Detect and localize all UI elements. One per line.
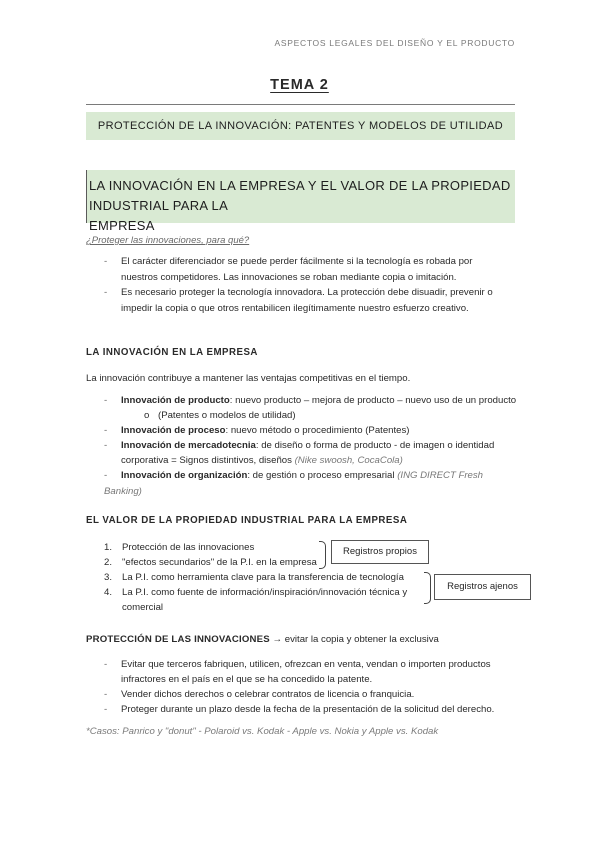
running-header: ASPECTOS LEGALES DEL DISEÑO Y EL PRODUCTO: [274, 38, 515, 48]
list-item-continuation: infractores en el país en el que se ha concedido la patente.: [121, 674, 373, 685]
brace-ajenos: [424, 572, 431, 604]
title-divider: [86, 104, 515, 105]
section-intro-text: La innovación contribuye a mantener las ventajas competitivas en el tiempo.: [86, 373, 411, 384]
banner-sub-line2: EMPRESA: [89, 218, 155, 233]
intro-bullet-line: El carácter diferenciador se puede perder fácilmente si la tecnología es robada por: [121, 256, 473, 267]
item-text: : nuevo método o procedimiento (Patentes): [225, 425, 410, 436]
banner-sub-line1: LA INNOVACIÓN EN LA EMPRESA Y EL VALOR DE LA PROPIEDAD INDUSTRIAL PARA LA: [89, 178, 511, 213]
box-registros-propios: Registros propios: [331, 540, 429, 564]
section-banner-main: [86, 112, 515, 140]
numbered-item: 2. "efectos secundarios" de la P.I. en la empresa: [104, 557, 317, 568]
numbered-item-continuation: comercial: [122, 602, 164, 613]
list-item: - Innovación de proceso: nuevo método o procedimiento (Patentes): [104, 425, 410, 436]
sub-bullet-marker: o: [144, 410, 150, 421]
intro-bullet-line: Es necesario proteger la tecnología innovadora. La protección debe disuadir, prevenir o: [121, 287, 493, 298]
numbered-item: 4. La P.I. como fuente de información/inspiración/innovación técnica y: [104, 587, 408, 598]
numbered-item: 3. La P.I. como herramienta clave para la transferencia de tecnología: [104, 572, 404, 583]
list-item-sub: [104, 408, 519, 423]
protection-list: [104, 657, 519, 717]
banner-main-text: PROTECCIÓN DE LA INNOVACIÓN: PATENTES Y MODELOS DE UTILIDAD: [97, 120, 504, 132]
brace-propios: [319, 541, 326, 569]
item-label: Innovación de producto: [121, 395, 230, 406]
question-heading: ¿Proteger las innovaciones, para qué?: [86, 235, 250, 246]
section-heading-value: EL VALOR DE LA PROPIEDAD INDUSTRIAL PARA LA EMPRESA: [86, 515, 408, 526]
page-title: TEMA 2: [270, 77, 329, 93]
section-banner-sub: [86, 170, 515, 233]
innovation-list: [104, 393, 519, 497]
intro-bullet-line: nuestros competidores. Las innovaciones se roban mediante copia o imitación.: [121, 271, 457, 283]
intro-bullet: - El carácter diferenciador se puede perder fácilmente si la tecnología es robada por nuestros competidores. Las innovaciones se roban mediante copia o imitación.: [104, 254, 515, 285]
list-item: - Evitar que terceros fabriquen, utilicen, ofrezcan en venta, vendan o importen productos: [104, 659, 491, 670]
item-text: : de diseño o forma de producto - de imagen o identidad: [255, 440, 495, 451]
protection-heading-text: → evitar la copia y obtener la exclusiva: [269, 634, 439, 645]
box-registros-ajenos: Registros ajenos: [434, 574, 531, 600]
item-text: (Patentes o modelos de utilidad): [158, 410, 296, 421]
item-example: (ING DIRECT Fresh Banking): [104, 470, 484, 497]
list-item: - Innovación de mercadotecnia: de diseño o forma de producto - de imagen o identidad: [104, 440, 495, 451]
intro-bullet-line: impedir la copia o que otros rentabilicen ilegítimamente nuestro esfuerzo creativo.: [121, 302, 469, 314]
list-item: - Vender dichos derechos o celebrar contratos de licencia o franquicia.: [104, 689, 415, 700]
item-label: Innovación de organización: [121, 470, 248, 481]
protection-heading-label: PROTECCIÓN DE LAS INNOVACIONES: [86, 634, 270, 645]
list-item: - Innovación de producto: nuevo producto – mejora de producto – nuevo uso de un producto: [104, 395, 517, 406]
item-label: Innovación de proceso: [121, 425, 226, 436]
item-example: (Nike swoosh, CocaCola): [294, 455, 403, 466]
list-item: - Innovación de organización: de gestión o proceso empresarial (ING DIRECT Fresh Banking): [104, 470, 484, 497]
item-label: Innovación de mercadotecnia: [121, 440, 256, 451]
list-item: - Proteger durante un plazo desde la fecha de la presentación de la solicitud del derecho.: [104, 704, 495, 715]
item-text: : nuevo producto – mejora de producto – nuevo uso de un producto: [229, 395, 517, 406]
numbered-item: 1. Protección de las innovaciones: [104, 542, 255, 553]
section-heading-innovation: LA INNOVACIÓN EN LA EMPRESA: [86, 347, 258, 358]
item-text: : de gestión o proceso empresarial: [247, 470, 398, 481]
item-text: corporativa = Signos distintivos, diseños: [121, 455, 295, 466]
list-item-continuation: [104, 453, 519, 468]
section-heading-protection: [86, 632, 439, 648]
intro-bullet: - Es necesario proteger la tecnología innovadora. La protección debe disuadir, prevenir o impedir la copia o que otros rentabilicen ilegítimamente nuestro esfuerzo creativo.: [104, 285, 515, 316]
cases-note: *Casos: Panrico y "donut" - Polaroid vs. Kodak - Apple vs. Nokia y Apple vs. Kodak: [86, 726, 439, 737]
